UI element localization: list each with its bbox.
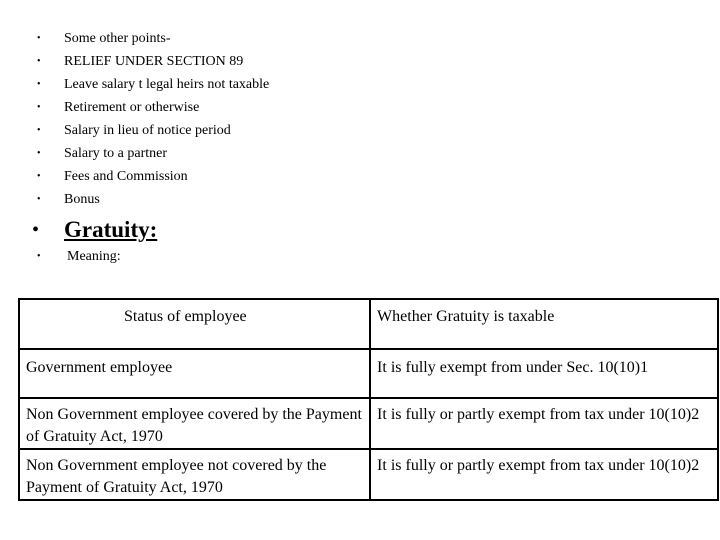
table-cell: It is fully or partly exempt from tax under 10(10)2 [370, 398, 718, 449]
table-cell: It is fully or partly exempt from tax under 10(10)2 [370, 449, 718, 500]
column-header-taxable: Whether Gratuity is taxable [370, 299, 718, 349]
bullet-icon: • [37, 79, 41, 90]
table-cell: Government employee [19, 349, 370, 398]
bullet-icon: • [37, 102, 41, 113]
bullet-icon: • [37, 194, 41, 205]
table-cell: Non Government employee not covered by the Payment of Gratuity Act, 1970 [19, 449, 370, 500]
list-item-text: Some other points- [64, 31, 171, 46]
column-header-status: Status of employee [19, 299, 370, 349]
list-item-text: Salary to a partner [64, 146, 168, 161]
list-item-text: Leave salary t legal heirs not taxable [64, 77, 270, 92]
bullet-icon: • [37, 148, 41, 159]
table-row [19, 349, 718, 398]
bullet-icon: • [37, 56, 41, 67]
gratuity-table [18, 298, 719, 501]
table-cell: It is fully exempt from under Sec. 10(10)1 [370, 349, 718, 398]
bullet-icon: • [37, 251, 41, 262]
bullet-icon: • [37, 125, 41, 136]
list-item-text: Salary in lieu of notice period [64, 123, 231, 138]
bullet-icon: • [32, 219, 40, 241]
table-row [19, 398, 718, 449]
table-cell: Non Government employee covered by the Payment of Gratuity Act, 1970 [19, 398, 370, 449]
list-item-text: Fees and Commission [64, 169, 188, 184]
heading-text: Gratuity: [64, 217, 158, 242]
bullet-icon: • [37, 33, 41, 44]
table-row [19, 449, 718, 500]
sub-point-text: Meaning: [67, 249, 121, 264]
list-item-text: RELIEF UNDER SECTION 89 [64, 54, 244, 69]
list-item-text: Bonus [64, 192, 100, 207]
bullet-icon: • [37, 171, 41, 182]
table-header-row [19, 299, 718, 349]
list-item-text: Retirement or otherwise [64, 100, 200, 115]
